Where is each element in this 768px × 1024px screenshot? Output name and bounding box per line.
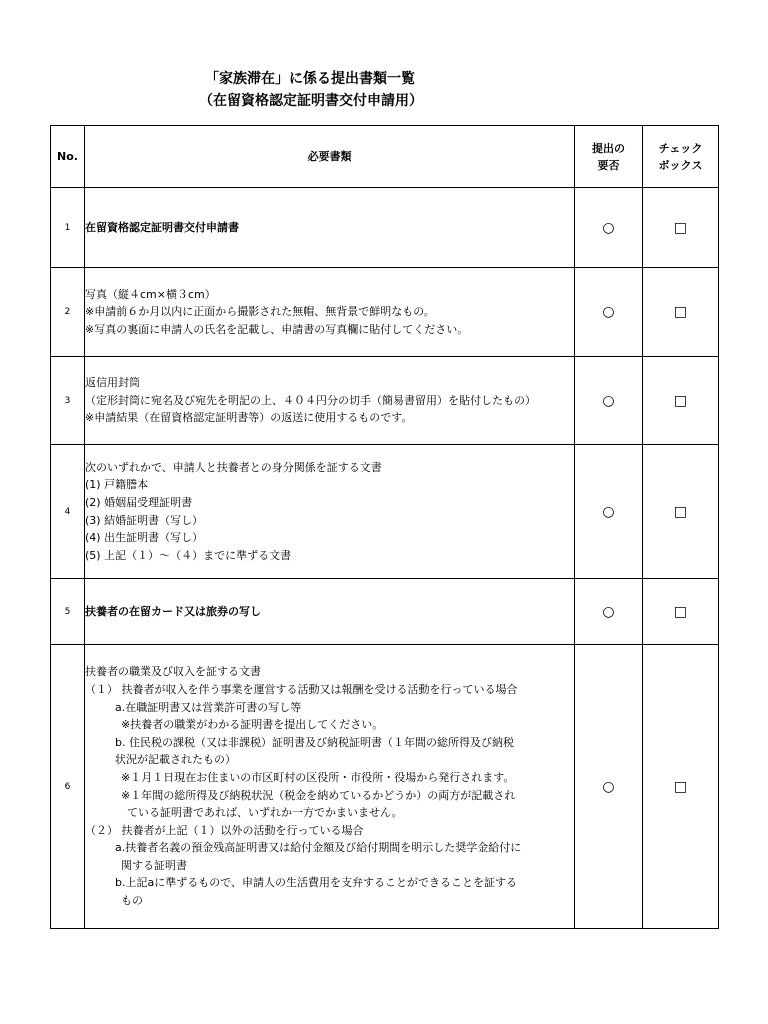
doc-line: ※写真の裏面に申請人の氏名を記載し、申請書の写真欄に貼付してください。: [85, 322, 469, 336]
required-mark: ○: [575, 268, 643, 357]
row-number: 1: [51, 188, 85, 268]
row-documents: [85, 188, 575, 268]
header-required-line1: 提出の: [592, 141, 625, 155]
doc-line: 次のいずれかで、申請人と扶養者との身分関係を証する文書: [85, 460, 382, 474]
row-number: 2: [51, 268, 85, 357]
required-mark: ○: [575, 645, 643, 929]
doc-line: (3) 結婚証明書（写し）: [85, 513, 204, 527]
header-check-line2: ボックス: [658, 158, 703, 172]
doc-line: ※申請前６か月以内に正面から撮影された無帽、無背景で鮮明なもの。: [85, 305, 435, 319]
doc-line: 写真（縦４cm×横３cm）: [85, 287, 216, 301]
table-row: [51, 188, 719, 268]
doc-line: ※扶養者の職業がわかる証明書を提出してください。: [121, 718, 384, 732]
header-check-line1: チェック: [658, 141, 703, 155]
required-mark: ○: [575, 188, 643, 268]
header-documents: 必要書類: [85, 126, 575, 188]
doc-line: ※申請結果（在留資格認定証明書等）の返送に使用するものです。: [85, 411, 413, 425]
required-mark: ○: [575, 357, 643, 445]
checkbox[interactable]: □: [643, 357, 719, 445]
row-documents: [85, 579, 575, 645]
doc-line: a.扶養者名義の預金残高証明書又は給付金額及び給付期間を明示した奨学金給付に: [115, 841, 522, 855]
doc-line: b. 住民税の課税（又は非課税）証明書及び納税証明書（１年間の総所得及び納税: [115, 735, 514, 749]
checkbox[interactable]: □: [643, 645, 719, 929]
header-required: [575, 126, 643, 188]
doc-line: (2) 婚姻届受理証明書: [85, 495, 193, 509]
header-check: [643, 126, 719, 188]
table-row: [51, 445, 719, 579]
table-row: [51, 268, 719, 357]
doc-line: 扶養者の職業及び収入を証する文書: [85, 665, 261, 679]
doc-line: （定形封筒に宛名及び宛先を明記の上、４０４円分の切手（簡易書留用）を貼付したもの）: [85, 393, 536, 407]
document-title: [0, 68, 768, 112]
doc-line: 在留資格認定証明書交付申請書: [85, 220, 239, 234]
checkbox[interactable]: □: [643, 445, 719, 579]
doc-line: (4) 出生証明書（写し）: [85, 531, 204, 545]
doc-line: (1) 戸籍謄本: [85, 478, 149, 492]
doc-line: ている証明書であれば、いずれか一方でかまいません。: [127, 806, 403, 820]
table-row: [51, 645, 719, 929]
title-line-1: 「家族滞在」に係る提出書類一覧: [205, 71, 415, 87]
row-documents: [85, 268, 575, 357]
table-row: [51, 579, 719, 645]
doc-line: 返信用封筒: [85, 376, 140, 390]
required-mark: ○: [575, 579, 643, 645]
row-number: 5: [51, 579, 85, 645]
checkbox[interactable]: □: [643, 579, 719, 645]
table-row: [51, 357, 719, 445]
doc-line: もの: [121, 894, 143, 908]
doc-line: 関する証明書: [121, 858, 187, 872]
row-number: 3: [51, 357, 85, 445]
row-number: 6: [51, 645, 85, 929]
required-mark: ○: [575, 445, 643, 579]
doc-line: b.上記aに準ずるもので、申請人の生活費用を支弁することができることを証する: [115, 876, 517, 890]
header-row: [51, 126, 719, 188]
doc-line: (5) 上記（１）～（４）までに準ずる文書: [85, 548, 292, 562]
doc-line: ※１月１日現在お住まいの市区町村の区役所・市役所・役場から発行されます。: [121, 770, 515, 784]
header-required-line2: 要否: [597, 158, 620, 172]
documents-table: [50, 125, 719, 929]
row-number: 4: [51, 445, 85, 579]
row-documents: [85, 645, 575, 929]
title-line-2: （在留資格認定証明書交付申請用）: [199, 93, 423, 109]
checkbox[interactable]: □: [643, 188, 719, 268]
checkbox[interactable]: □: [643, 268, 719, 357]
doc-line: 扶養者の在留カード又は旅券の写し: [85, 604, 261, 618]
doc-line: 状況が記載されたもの）: [115, 753, 236, 767]
row-documents: [85, 357, 575, 445]
doc-line: （１） 扶養者が収入を伴う事業を運営する活動又は報酬を受ける活動を行っている場合: [85, 682, 518, 696]
header-no: No.: [51, 126, 85, 188]
row-documents: [85, 445, 575, 579]
doc-line: ※１年間の総所得及び納税状況（税金を納めているかどうか）の両方が記載され: [121, 788, 516, 802]
doc-line: （２） 扶養者が上記（１）以外の活動を行っている場合: [85, 823, 364, 837]
doc-line: a.在職証明書又は営業許可書の写し等: [115, 700, 302, 714]
